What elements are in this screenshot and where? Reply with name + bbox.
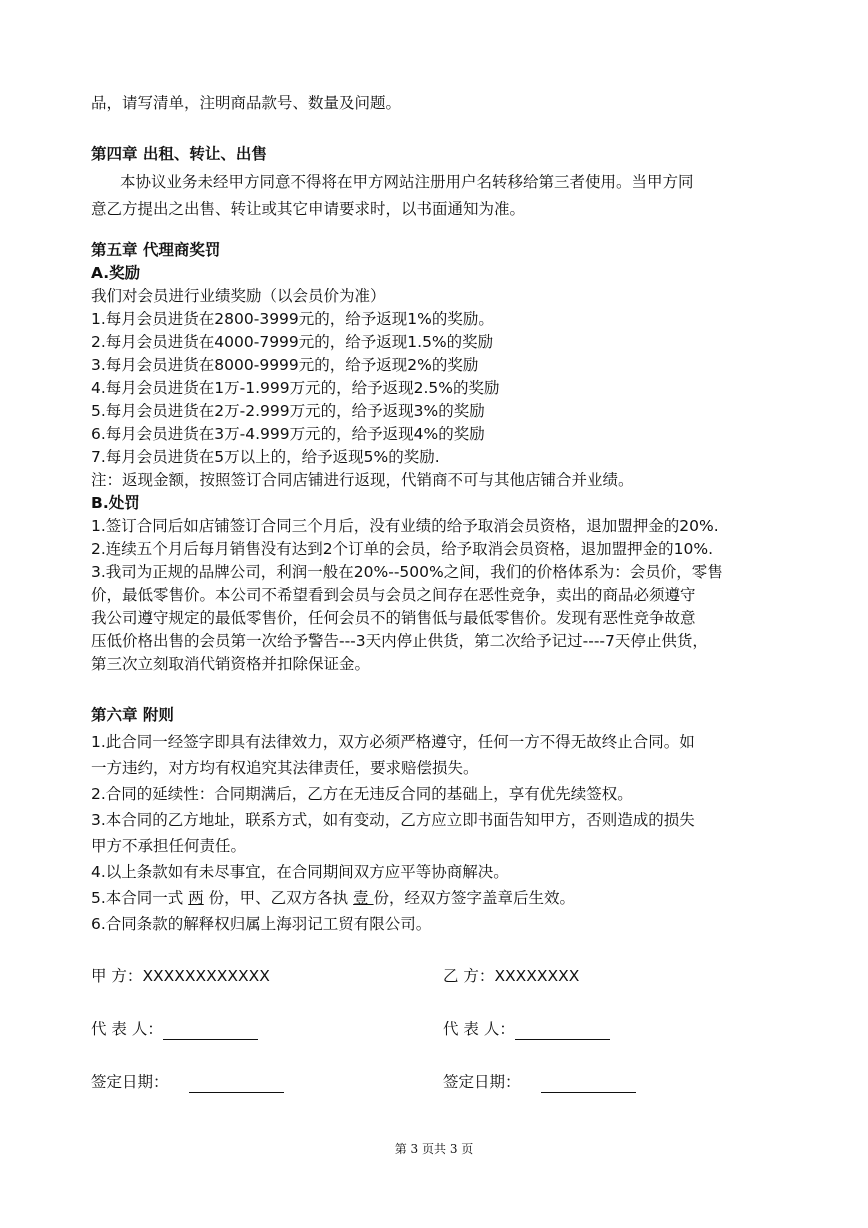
penalty-line: 压低价格出售的会员第一次给予警告---3天内停止供货，第二次给予记过----7天停止供货， — [91, 632, 708, 650]
representative-blank — [163, 1021, 258, 1040]
copies-text: 份，经双方签字盖章后生效。 — [373, 889, 576, 907]
appendix-line: 4.以上条款如有未尽事宜，在合同期间双方应平等协商解决。 — [91, 863, 509, 881]
chapter-4-title: 第四章 出租、转让、出售 — [91, 145, 267, 163]
reward-item: 1.每月会员进货在2800-3999元的，给予返现1%的奖励。 — [91, 310, 494, 328]
appendix-line: 6.合同条款的解释权归属上海羽记工贸有限公司。 — [91, 915, 432, 933]
reward-item: 3.每月会员进货在8000-9999元的，给予返现2%的奖励 — [91, 356, 479, 374]
penalty-section-title: B.处罚 — [91, 494, 140, 512]
date-blank — [189, 1074, 284, 1093]
representative-label: 代 表 人： — [91, 1020, 163, 1038]
party-b-row — [443, 965, 579, 987]
chapter-5-title: 第五章 代理商奖罚 — [91, 241, 221, 259]
chapter-4-paragraph-line: 本协议业务未经甲方同意不得将在甲方网站注册用户名转移给第三者使用。当甲方同 — [120, 173, 694, 191]
reward-item: 5.每月会员进货在2万-2.999万元的，给予返现3%的奖励 — [91, 402, 485, 420]
chapter-6-title: 第六章 附则 — [91, 706, 174, 724]
appendix-line: 甲方不承担任何责任。 — [91, 837, 247, 855]
penalty-line: 价，最低零售价。本公司不希望看到会员与会员之间存在恶性竞争，卖出的商品必须遵守 — [91, 586, 696, 604]
copies-text: 份，甲、乙双方各执 — [203, 889, 354, 907]
reward-intro: 我们对会员进行业绩奖励（以会员价为准） — [91, 287, 386, 305]
reward-item: 7.每月会员进货在5万以上的，给予返现5%的奖励. — [91, 448, 440, 466]
appendix-line-copies — [91, 887, 791, 909]
copies-text: 5.本合同一式 — [91, 889, 189, 907]
appendix-line: 一方违约，对方均有权追究其法律责任，要求赔偿损失。 — [91, 759, 479, 777]
appendix-line: 2.合同的延续性：合同期满后，乙方在无违反合同的基础上，享有优先续签权。 — [91, 785, 633, 803]
penalty-line: 2.连续五个月后每月销售没有达到2个订单的会员，给予取消会员资格，退加盟押金的10%. — [91, 540, 714, 558]
chapter-4-paragraph-line: 意乙方提出之出售、转让或其它申请要求时，以书面通知为准。 — [91, 200, 526, 218]
reward-section-title: A.奖励 — [91, 264, 141, 282]
representative-label: 代 表 人： — [443, 1020, 515, 1038]
date-label: 签定日期： — [443, 1073, 521, 1091]
penalty-line: 我公司遵守规定的最低零售价，任何会员不的销售低与最低零售价。发现有恶性竞争故意 — [91, 609, 696, 627]
party-a-representative-row — [91, 1018, 258, 1040]
party-a-label: 甲 方： — [91, 967, 143, 985]
reward-item: 2.每月会员进货在4000-7999元的，给予返现1.5%的奖励 — [91, 333, 494, 351]
penalty-line: 1.签订合同后如店铺签订合同三个月后，没有业绩的给予取消会员资格，退加盟押金的20%. — [91, 517, 719, 535]
appendix-line: 3.本合同的乙方地址，联系方式，如有变动，乙方应立即书面告知甲方，否则造成的损失 — [91, 811, 695, 829]
reward-item: 6.每月会员进货在3万-4.999万元的，给予返现4%的奖励 — [91, 425, 485, 443]
party-a-row — [91, 965, 270, 987]
party-a-date-row — [91, 1071, 284, 1093]
representative-blank — [515, 1021, 610, 1040]
page-footer: 第 3 页共 3 页 — [394, 1142, 474, 1156]
copies-each: 壹 — [353, 889, 374, 907]
reward-item: 4.每月会员进货在1万-1.999万元的，给予返现2.5%的奖励 — [91, 379, 500, 397]
penalty-line: 第三次立刻取消代销资格并扣除保证金。 — [91, 655, 371, 673]
party-b-date-row — [443, 1071, 636, 1093]
reward-note: 注：返现金额，按照签订合同店铺进行返现，代销商不可与其他店铺合并业绩。 — [91, 471, 634, 489]
copies-count: 两 — [188, 889, 204, 907]
date-label: 签定日期： — [91, 1073, 169, 1091]
party-b-value: XXXXXXXX — [494, 967, 580, 985]
penalty-line: 3.我司为正规的品牌公司，利润一般在20%--500%之间，我们的价格体系为：会员价，零售 — [91, 563, 723, 581]
intro-line: 品，请写清单，注明商品款号、数量及问题。 — [91, 94, 402, 112]
party-b-label: 乙 方： — [443, 967, 495, 985]
date-blank — [541, 1074, 636, 1093]
party-a-value: XXXXXXXXXXXX — [142, 967, 270, 985]
appendix-line: 1.此合同一经签字即具有法律效力，双方必须严格遵守，任何一方不得无故终止合同。如 — [91, 733, 695, 751]
party-b-representative-row — [443, 1018, 610, 1040]
